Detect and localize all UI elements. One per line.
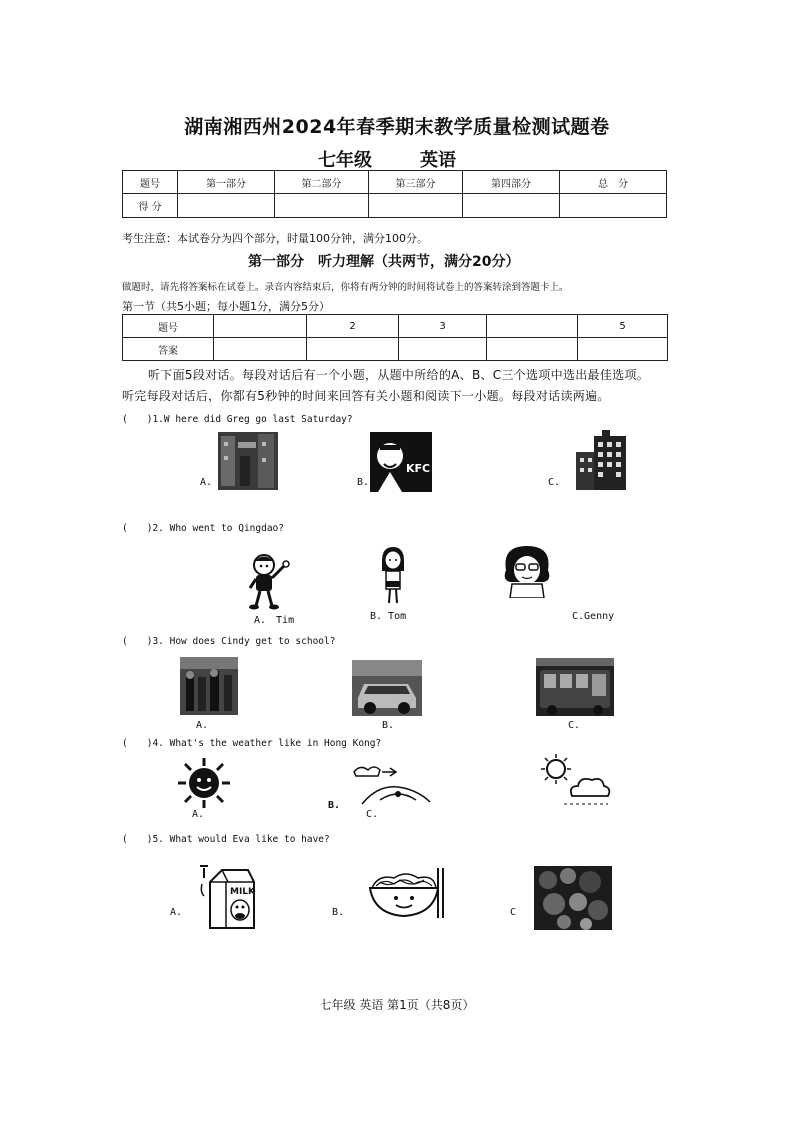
q5-option-c-label: C <box>510 907 517 918</box>
q5-option-a-label: A. <box>170 907 183 918</box>
part1-heading: 第一部分 听力理解（共两节，满分20分） <box>248 254 520 270</box>
q3-option-c-label: C. <box>568 720 581 731</box>
kfc-logo-text: KFC <box>406 462 431 475</box>
answer-cell <box>399 338 487 361</box>
answer-number-cell: 3 <box>399 315 487 338</box>
question-2-text: ( )2. Who went to Qingdao? <box>122 523 284 534</box>
girl-glasses-icon <box>498 542 556 598</box>
sun-icon <box>176 756 232 810</box>
q3-option-a-label: A. <box>196 720 209 731</box>
section1-heading: 第一节（共5小题；每小题1分，满分5分） <box>122 300 330 313</box>
score-value-cell <box>178 194 275 218</box>
q4-option-b-label: B. <box>328 800 341 811</box>
q5-option-b-label: B. <box>332 907 345 918</box>
answer-number-cell <box>214 315 307 338</box>
page-footer: 七年级 英语 第1页（共8页） <box>319 998 475 1012</box>
grade-label: 七年级 <box>318 150 372 171</box>
q4-option-c-label: C. <box>366 809 379 820</box>
question-4-text: ( )4. What's the weather like in Hong Kong? <box>122 738 382 749</box>
fruit-photo-icon <box>534 866 612 930</box>
question-1-text: ( )1.W here did Greg go last Saturday? <box>122 414 353 425</box>
score-header-cell: 第四部分 <box>463 171 560 194</box>
q1-option-a-label: A. <box>200 477 213 488</box>
subject-label: 英语 <box>420 150 456 171</box>
score-value-cell <box>463 194 560 218</box>
section1-directions-line1: 听下面5段对话。每段对话后有一个小题，从题中所给的A、B、C三个选项中选出最佳选项。 <box>148 368 650 382</box>
score-header-cell: 题号 <box>123 171 178 194</box>
section1-directions-line2: 听完每段对话后，你都有5秒钟的时间来回答有关小题和阅读下一小题。每段对话读两遍。 <box>122 389 610 403</box>
boy-waving-icon <box>246 552 292 610</box>
bus-photo-icon <box>536 658 614 716</box>
building-icon <box>574 430 628 490</box>
people-walking-photo-icon <box>180 657 238 715</box>
answer-number-cell: 5 <box>578 315 668 338</box>
question-5-text: ( )5. What would Eva like to have? <box>122 834 330 845</box>
score-header-cell: 第二部分 <box>275 171 369 194</box>
score-value-cell: 得 分 <box>123 194 178 218</box>
q2-option-c-label: C.Genny <box>572 611 615 622</box>
answer-number-cell: 2 <box>307 315 399 338</box>
q2-option-b-label: B. Tom <box>370 611 407 622</box>
q1-option-c-label: C. <box>548 477 561 488</box>
milk-carton-icon <box>196 862 258 932</box>
score-value-cell <box>560 194 667 218</box>
answer-table-answer-row <box>123 338 668 361</box>
answer-number-cell: 题号 <box>123 315 214 338</box>
question-3-text: ( )3. How does Cindy get to school? <box>122 636 336 647</box>
score-header-cell: 第一部分 <box>178 171 275 194</box>
score-value-cell <box>369 194 463 218</box>
q4-option-a-label: A. <box>192 809 205 820</box>
kfc-logo-icon <box>370 432 432 492</box>
score-table-value-row <box>123 194 667 218</box>
street-photo-icon <box>218 432 278 490</box>
q1-option-b-label: B. <box>357 477 370 488</box>
q3-option-b-label: B. <box>382 720 395 731</box>
score-table-header-row <box>123 171 667 194</box>
answer-table <box>122 314 668 361</box>
score-table <box>122 170 667 218</box>
sun-cloud-icon <box>538 752 614 808</box>
score-header-cell: 第三部分 <box>369 171 463 194</box>
score-value-cell <box>275 194 369 218</box>
noodle-bowl-icon <box>364 866 448 920</box>
answer-cell <box>487 338 578 361</box>
exam-title: 湖南湘西州2024年春季期末教学质量检测试题卷 <box>184 116 610 138</box>
score-header-cell: 总 分 <box>560 171 667 194</box>
exam-notice: 考生注意：本试卷分为四个部分，时量100分钟，满分100分。 <box>122 232 428 245</box>
part1-instruction: 做题时，请先将答案标在试卷上。录音内容结束后，你将有两分钟的时间将试卷上的答案转涂到答题卡上。 <box>122 282 569 293</box>
q2-option-a-label: A. Tim <box>254 615 295 626</box>
milk-carton-text: MILK <box>230 887 256 897</box>
car-photo-icon <box>352 660 422 716</box>
answer-cell <box>214 338 307 361</box>
answer-number-cell <box>487 315 578 338</box>
answer-cell <box>578 338 668 361</box>
wind-icon <box>350 760 434 812</box>
girl-standing-icon <box>378 545 408 607</box>
answer-cell <box>307 338 399 361</box>
answer-table-number-row <box>123 315 668 338</box>
answer-cell: 答案 <box>123 338 214 361</box>
